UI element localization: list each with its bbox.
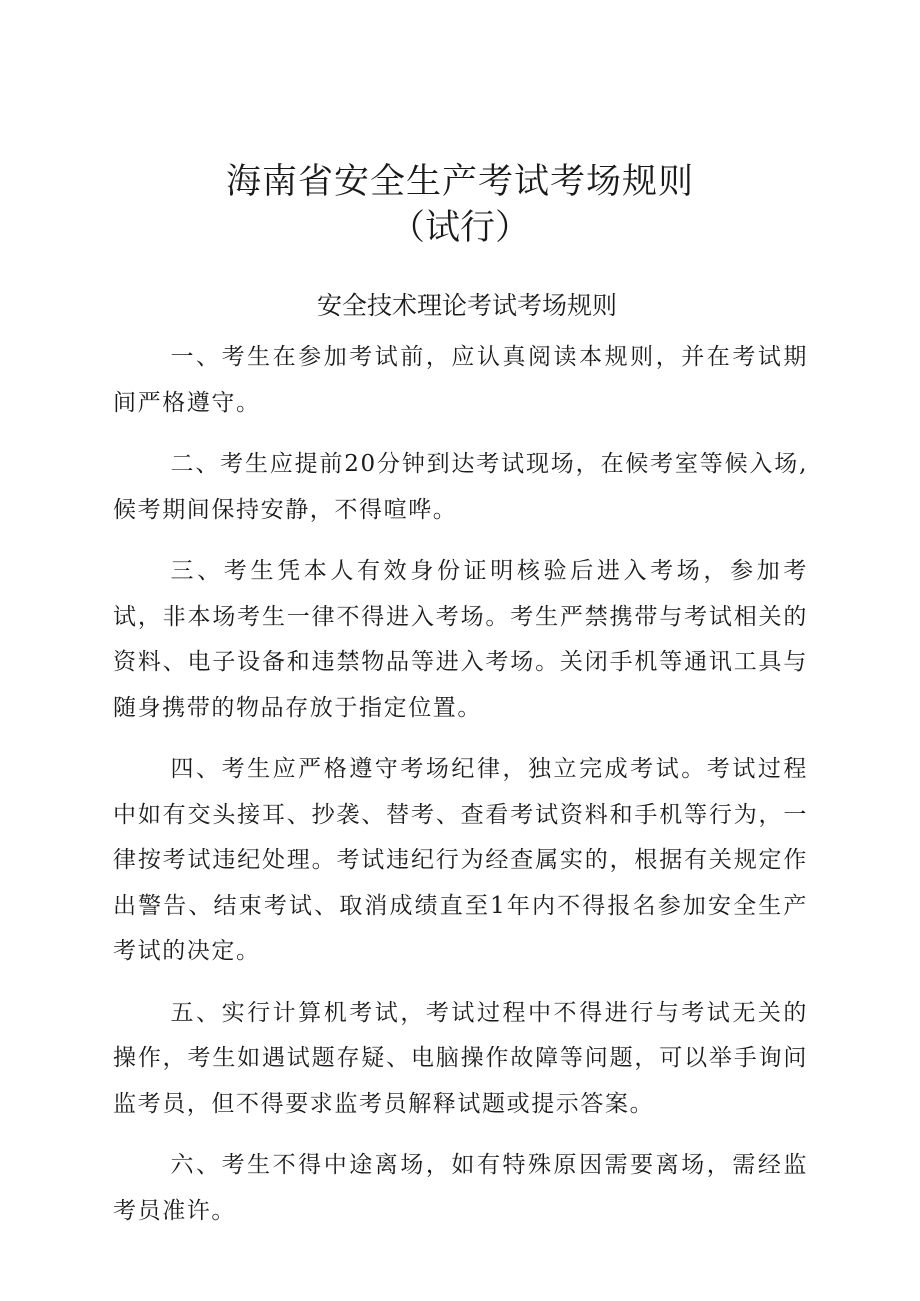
document-body	[113, 335, 808, 1250]
rule-paragraph-4: 四、考生应严格遵守考场纪律，独立完成考试。考试过程中如有交头接耳、抄袭、替考、查看考试资料和手机等行为，一律按考试违纪处理。考试违纪行为经查属实的，根据有关规定作出警告、结束考试、取消成绩直至1年内不得报名参加安全生产考试的决定。	[113, 756, 808, 964]
section-title: 安全技术理论考试考场规则	[316, 291, 617, 320]
rule-paragraph-2: 二、考生应提前20分钟到达考试现场，在候考室等候入场,候考期间保持安静，不得喧哗。	[113, 451, 808, 523]
document-title: 海南省安全生产考试考场规则	[225, 162, 694, 202]
document-subtitle: （试行）	[389, 208, 530, 248]
rule-paragraph-5: 五、实行计算机考试，考试过程中不得进行与考试无关的操作，考生如遇试题存疑、电脑操作故障等问题，可以举手询问监考员，但不得要求监考员解释试题或提示答案。	[113, 999, 808, 1117]
rule-paragraph-6: 六、考生不得中途离场，如有特殊原因需要离场，需经监考员准许。	[113, 1152, 808, 1224]
rule-paragraph-1: 一、考生在参加考试前，应认真阅读本规则，并在考试期间严格遵守。	[113, 344, 808, 416]
rule-paragraph-3: 三、考生凭本人有效身份证明核验后进入考场，参加考试，非本场考生一律不得进入考场。考生严禁携带与考试相关的资料、电子设备和违禁物品等进入考场。关闭手机等通讯工具与随身携带的物品存放于指定位置。	[113, 558, 808, 721]
